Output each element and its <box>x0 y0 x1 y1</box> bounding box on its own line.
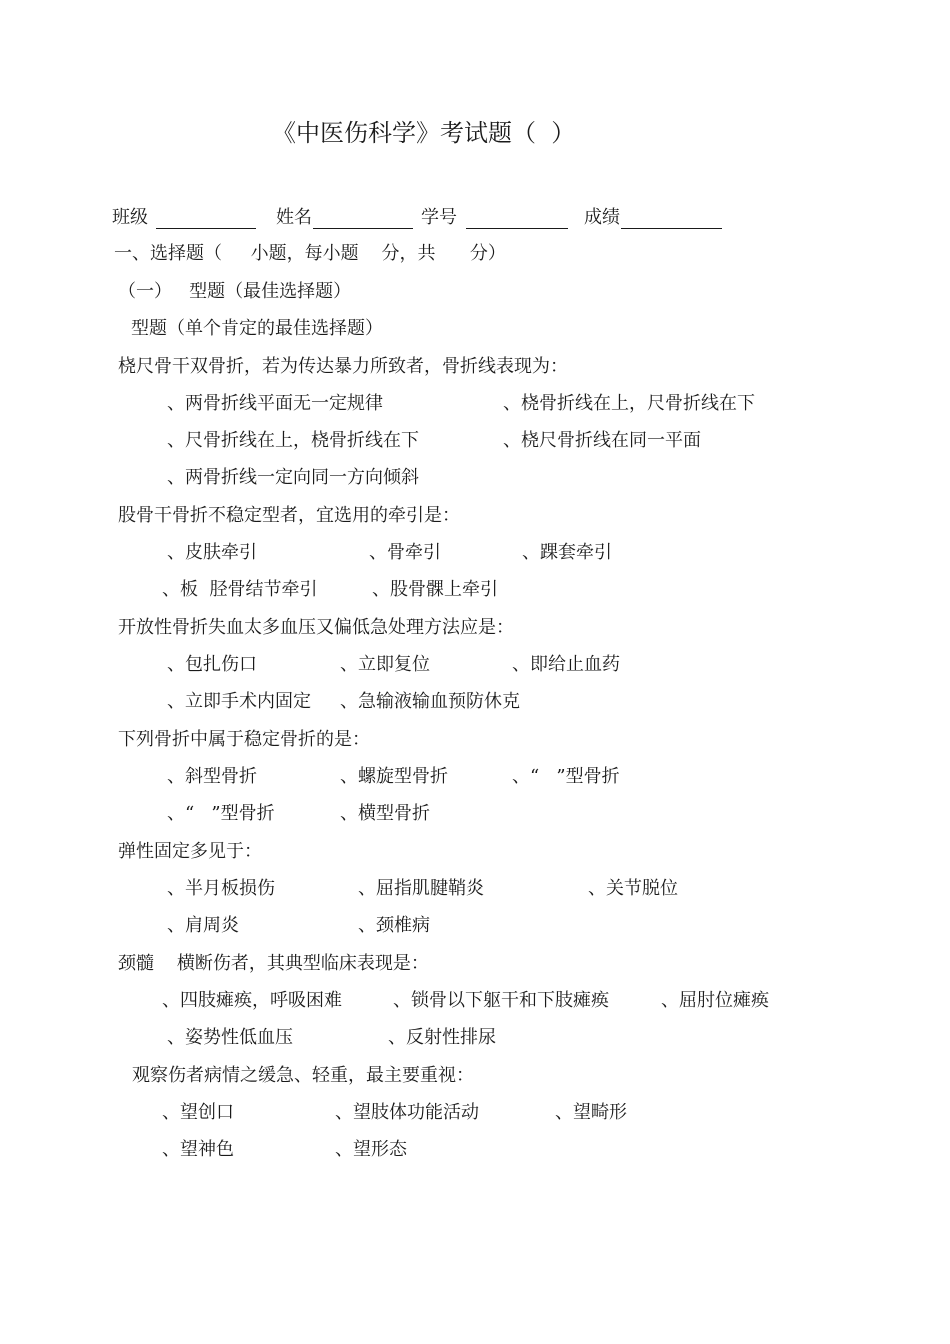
option-item: 、“ ”型骨折 <box>512 766 620 787</box>
question-stem: 桡尺骨干双骨折，若为传达暴力所致者，骨折线表现为： <box>118 356 568 377</box>
option-item: 、肩周炎 <box>167 915 239 936</box>
option-item: 、桡尺骨折线在同一平面 <box>503 430 701 451</box>
class-label: 班级 <box>112 207 148 228</box>
score-blank <box>621 228 722 229</box>
exam-title: 《中医伤科学》考试题（ ） <box>272 119 576 147</box>
option-item: 、姿势性低血压 <box>167 1027 293 1048</box>
student-id-blank <box>466 228 568 229</box>
option-item: 、屈肘位瘫痪 <box>661 990 769 1011</box>
section-heading: 一、选择题（ 小题，每小题 分，共 分） <box>114 243 506 264</box>
option-item: 、横型骨折 <box>340 803 430 824</box>
option-item: 、踝套牵引 <box>522 542 612 563</box>
option-item: 、包扎伤口 <box>167 654 257 675</box>
name-label: 姓名 <box>276 207 312 228</box>
option-item: 、板 胫骨结节牵引 <box>162 579 318 600</box>
option-item: 、关节脱位 <box>588 878 678 899</box>
option-item: 、望神色 <box>162 1139 234 1160</box>
option-item: 、四肢瘫痪，呼吸困难 <box>162 990 342 1011</box>
option-item: 、“ ”型骨折 <box>167 803 275 824</box>
option-item: 、立即复位 <box>340 654 430 675</box>
question-stem: 开放性骨折失血太多血压又偏低急处理方法应是： <box>118 617 514 638</box>
question-stem: 观察伤者病情之缓急、轻重，最主要重视： <box>132 1065 474 1086</box>
class-blank <box>156 228 256 229</box>
name-blank <box>313 228 413 229</box>
option-item: 、骨牵引 <box>369 542 441 563</box>
option-item: 、半月板损伤 <box>167 878 275 899</box>
subsection-heading-2: 型题（单个肯定的最佳选择题） <box>131 318 383 339</box>
option-item: 、皮肤牵引 <box>167 542 257 563</box>
option-item: 、锁骨以下躯干和下肢瘫痪 <box>393 990 609 1011</box>
option-item: 、两骨折线一定向同一方向倾斜 <box>167 467 419 488</box>
option-item: 、尺骨折线在上，桡骨折线在下 <box>167 430 419 451</box>
option-item: 、颈椎病 <box>358 915 430 936</box>
option-item: 、望创口 <box>162 1102 234 1123</box>
option-item: 、反射性排尿 <box>388 1027 496 1048</box>
question-stem: 弹性固定多见于： <box>118 841 262 862</box>
question-stem: 颈髓 横断伤者，其典型临床表现是： <box>118 953 429 974</box>
option-item: 、斜型骨折 <box>167 766 257 787</box>
question-stem: 股骨干骨折不稳定型者，宜选用的牵引是： <box>118 505 460 526</box>
option-item: 、屈指肌腱鞘炎 <box>358 878 484 899</box>
student-id-label: 学号 <box>421 207 457 228</box>
option-item: 、望畸形 <box>555 1102 627 1123</box>
subsection-heading: （一） 型题（最佳选择题） <box>118 281 352 302</box>
option-item: 、股骨髁上牵引 <box>372 579 498 600</box>
option-item: 、望肢体功能活动 <box>335 1102 479 1123</box>
option-item: 、螺旋型骨折 <box>340 766 448 787</box>
option-item: 、即给止血药 <box>512 654 620 675</box>
score-label: 成绩 <box>584 207 620 228</box>
question-stem: 下列骨折中属于稳定骨折的是： <box>118 729 370 750</box>
option-item: 、立即手术内固定 <box>167 691 311 712</box>
option-item: 、桡骨折线在上，尺骨折线在下 <box>503 393 755 414</box>
option-item: 、望形态 <box>335 1139 407 1160</box>
option-item: 、两骨折线平面无一定规律 <box>167 393 383 414</box>
option-item: 、急输液输血预防休克 <box>340 691 520 712</box>
